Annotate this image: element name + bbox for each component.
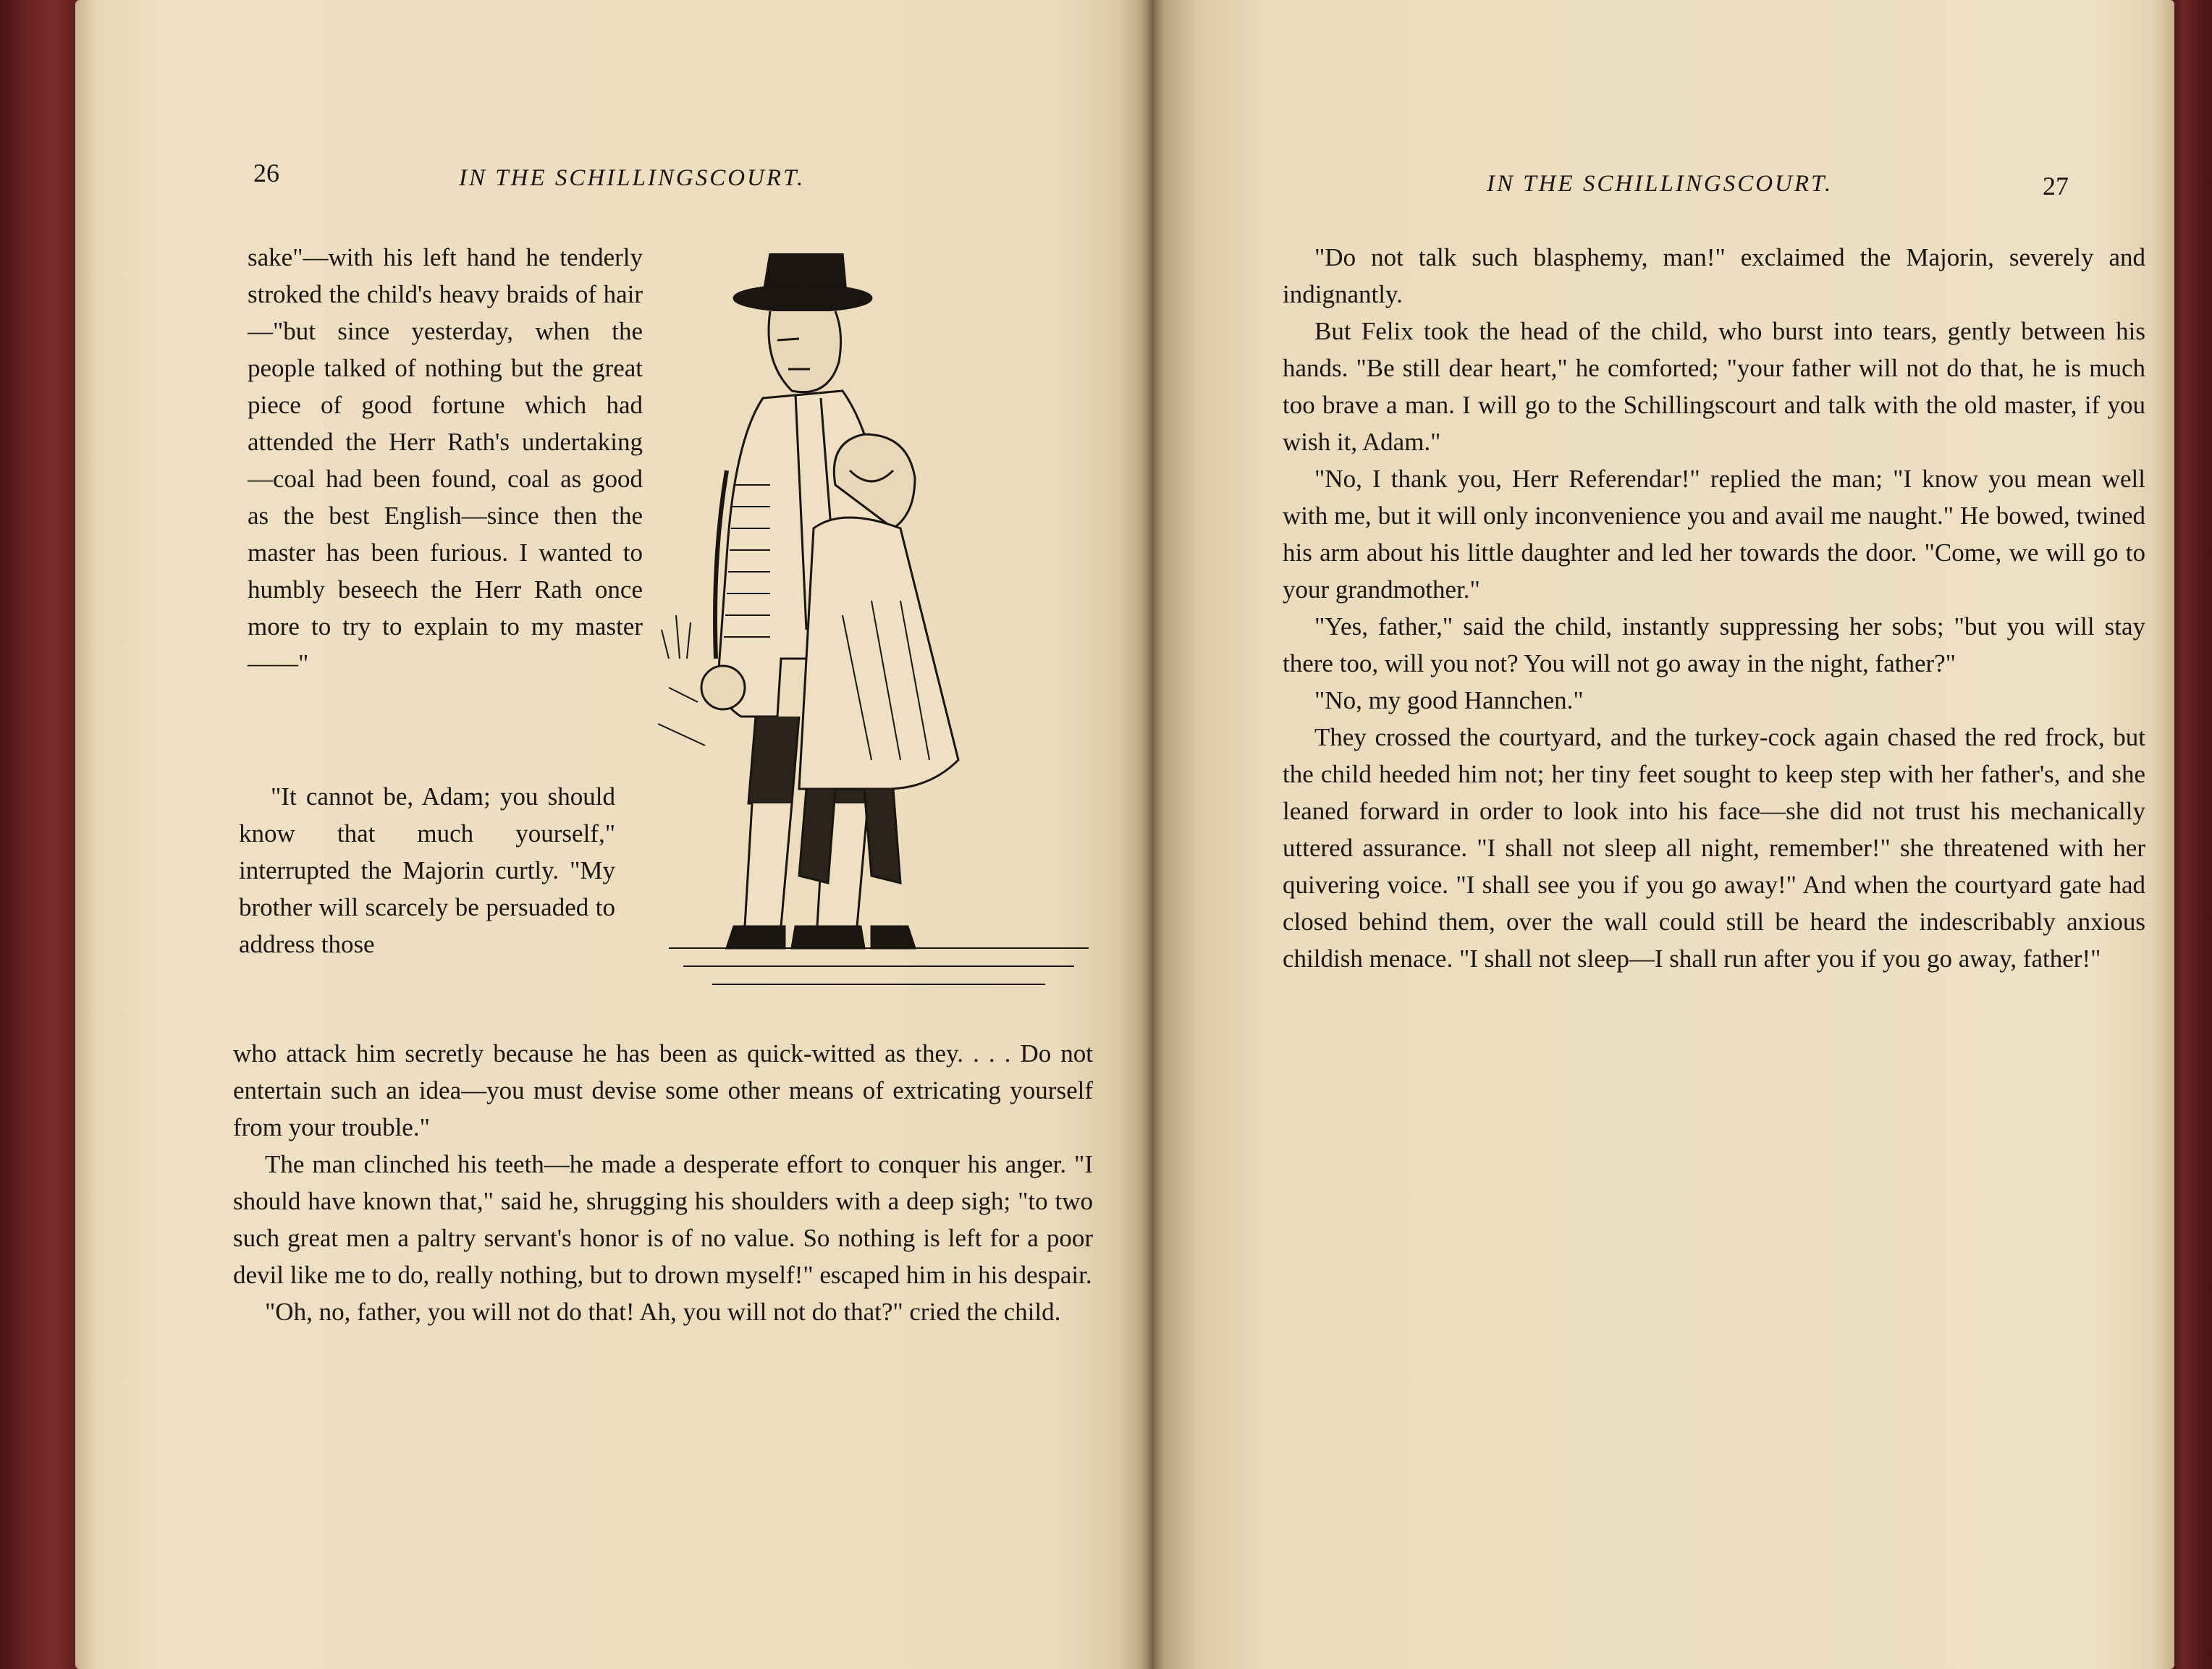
paragraph-wrapped-2: "It cannot be, Adam; you should know that much yourself," interrupted the Majorin curtly. "My brother will scarcely be persuaded to address those [239, 782, 615, 958]
paragraph: But Felix took the head of the child, who burst into tears, gently between his hands. "Be still dear heart," he comforted; "your father will not do that, he is much too brave a man. I will go to the Schillingscourt and talk with the old master, if you wish it, Adam." [1283, 317, 2145, 456]
engraving-man-in-top-hat-embracing-child-icon [654, 253, 1096, 1024]
page-number-right: 27 [2043, 172, 2069, 200]
paragraph: They crossed the courtyard, and the turkey-cock again chased the red frock, but the child heeded him not; her tiny feet sought to keep step with her father's, and she leaned forward in order to look into his face—she did not trust his mechanically uttered assurance. "I shall not sleep all night, remember!" she threatened with her quivering voice. "I shall see you if you go away!" And when the courtyard gate had closed behind them, over the wall could still be heard the indescribably anxious childish menace. "I shall not sleep—I shall run after you if you go away, father!" [1283, 723, 2145, 973]
paragraph: The man clinched his teeth—he made a desperate effort to conquer his anger. "I should have known that," said he, shrugging his shoulders with a deep sigh; "to two such great men a paltry servant's honor is of no value. So nothing is left for a poor devil like me to do, really nothing, but to drown myself!" escaped him in his despair. [233, 1150, 1093, 1289]
right-page [1154, 0, 2174, 1669]
running-header-left: IN THE SCHILLINGSCOURT. [459, 165, 806, 191]
running-header-right: IN THE SCHILLINGSCOURT. [1487, 171, 1833, 197]
engraving-illustration [654, 253, 1096, 1024]
paragraph: "No, I thank you, Herr Referendar!" replied the man; "I know you mean well with me, but it will only inconvenience you and avail me naught." He bowed, twined his arm about his little daughter and led her towards the door. "Come, we will go to your grandmother." [1283, 465, 2145, 604]
paragraph: "Yes, father," said the child, instantly suppressing her sobs; "but you will stay there too, will you not? You will not go away in the night, father?" [1283, 612, 2145, 677]
paragraph-wrapped-1: sake"—with his left hand he tenderly stroked the child's heavy braids of hair—"but since yesterday, when the people talked of nothing but the great piece of good fortune which had attended the Herr Rath's undertaking—coal had been found, coal as good as the best English—since then the master has been furious. I wanted to humbly beseech the Herr Rath once more to try to explain to my master——" [248, 243, 643, 677]
paragraph: who attack him secretly because he has been as quick-witted as they. . . . Do not entertain such an idea—you must devise some other means of extricating yourself from your trouble." [233, 1039, 1093, 1141]
paragraph: "Do not talk such blasphemy, man!" exclaimed the Majorin, severely and indignantly. [1283, 243, 2145, 308]
left-page [75, 0, 1154, 1669]
paragraph: "Oh, no, father, you will not do that! Ah, you will not do that?" cried the child. [265, 1298, 1061, 1326]
left-page-body [233, 1035, 1093, 1330]
wrapped-text-bottom [239, 778, 615, 963]
paragraph: "No, my good Hannchen." [1314, 686, 1584, 714]
wrapped-text-top [248, 239, 643, 682]
page-number-left: 26 [253, 159, 279, 187]
right-page-body [1283, 239, 2145, 977]
